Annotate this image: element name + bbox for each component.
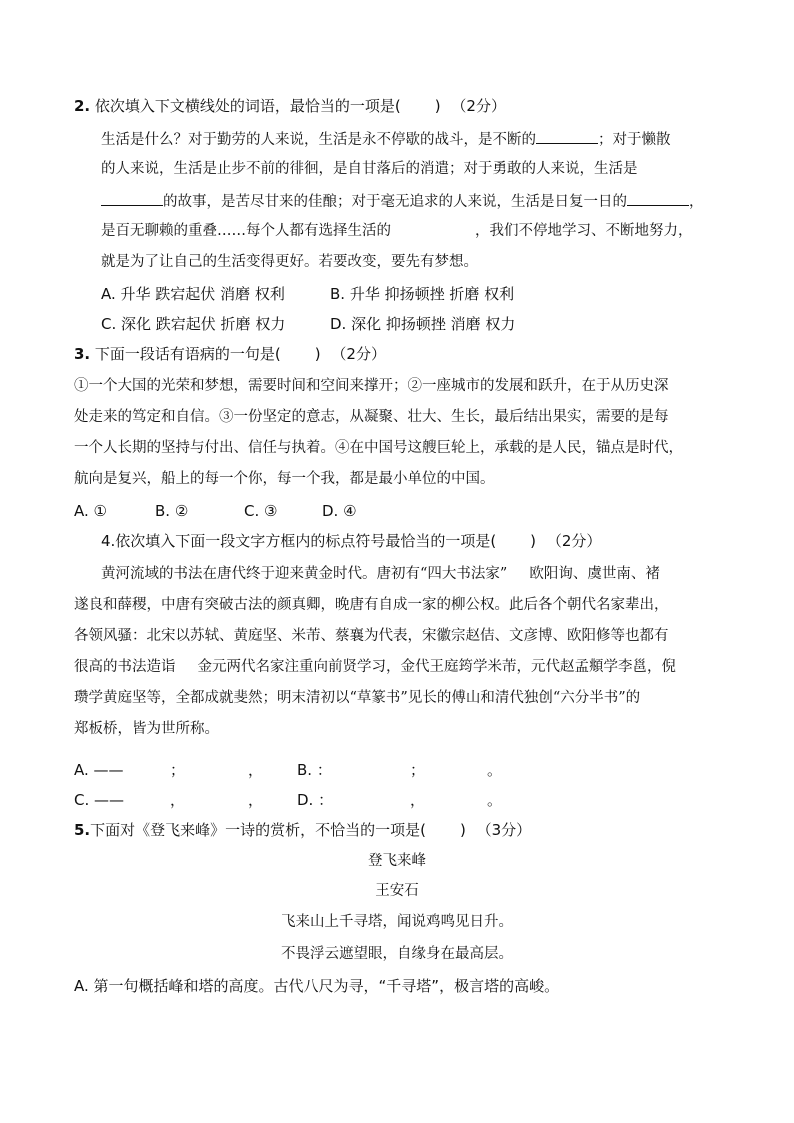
q2-blank-3 — [627, 190, 689, 206]
q4-score: （2分） — [546, 532, 602, 550]
q2-passage-text: ， — [689, 194, 704, 210]
q4-close: ) — [530, 532, 537, 550]
q4-passage-line-4 — [74, 657, 676, 677]
q2-option-b[interactable]: B. 升华 抑扬顿挫 折磨 权利 — [330, 285, 515, 303]
q3-option-d[interactable]: D. ④ — [322, 502, 357, 520]
q4-option-b-mark-1: ； — [410, 761, 426, 779]
q2-score: （2分） — [451, 97, 506, 115]
q3-option-b[interactable]: B. ② — [155, 502, 189, 520]
q2-option-d[interactable]: D. 深化 抑扬顿挫 消磨 权力 — [330, 315, 516, 333]
q2-passage-text: 就是为了让自己的生活变得更好。若要改变，要先有梦想。 — [101, 254, 478, 270]
q4-stem-line — [101, 531, 601, 551]
poem-title: 登飞来峰 — [368, 853, 426, 869]
q5-close: ) — [460, 821, 466, 839]
q5-number: 5. — [74, 821, 91, 839]
q2-stem-line — [74, 96, 506, 116]
q3-option-c[interactable]: C. ③ — [244, 502, 278, 520]
q5-option-a[interactable]: A. 第一句概括峰和塔的高度。古代八尺为寻，“千寻塔”，极言塔的高峻。 — [74, 977, 560, 995]
q4-option-b-mark-2: 。 — [487, 761, 503, 779]
q2-blank-1 — [536, 128, 598, 144]
q2-number: 2. — [74, 97, 91, 115]
q2-passage-text: 是百无聊赖的重叠……每个人都有选择生活的 — [101, 223, 391, 239]
q4-passage-line-6: 郑板桥，皆为世所称。 — [74, 721, 219, 737]
q4-option-d-mark-2: 。 — [487, 791, 503, 809]
q5-stem-line — [74, 820, 531, 840]
q3-close: ) — [314, 345, 321, 363]
q2-option-a[interactable]: A. 升华 跌宕起伏 消磨 权利 — [101, 285, 285, 303]
q2-passage-text: ，我们不停地学习、不断地努力， — [475, 223, 693, 239]
q3-stem-line — [74, 344, 386, 364]
q4-stem: 4.依次填入下面一段文字方框内的标点符号最恰当的一项是( — [101, 532, 497, 550]
poem-line-2: 不畏浮云遮望眼，自缘身在最高层。 — [281, 946, 513, 962]
q2-stem: 依次填入下文横线处的词语，最恰当的一项是( — [94, 97, 401, 115]
q4-option-a-label[interactable]: A. —— — [74, 761, 124, 779]
q2-passage-line-2 — [101, 159, 638, 179]
q4-option-d-mark-1: ， — [410, 791, 426, 809]
q4-option-d-label[interactable]: D. ： — [297, 791, 334, 809]
q4-passage-text: 金元两代名家注重向前贤学习，金代王庭筠学米芾，元代赵孟頫学李邕，倪 — [197, 659, 676, 675]
q4-passage-line-2: 遂良和薛稷，中唐有突破古法的颜真卿，晚唐有自成一家的柳公权。此后各个朝代名家辈出， — [74, 597, 669, 613]
q4-option-c-label[interactable]: C. —— — [74, 791, 125, 809]
q2-passage-text: ；对于懒散 — [598, 132, 671, 148]
q2-passage-line-5 — [101, 252, 478, 272]
q5-stem: 下面对《登飞来峰》一诗的赏析，不恰当的一项是( — [90, 821, 426, 839]
q3-score: （2分） — [331, 345, 386, 363]
q2-blank-2 — [101, 190, 163, 206]
q4-passage-text: 欧阳询、虞世南、褚 — [529, 566, 660, 582]
q2-close: ) — [434, 97, 441, 115]
q3-passage-line-1: ①一个大国的光荣和梦想，需要时间和空间来撑开；②一座城市的发展和跃升，在于从历史深 — [74, 378, 669, 394]
q4-option-a-mark-1: ； — [170, 761, 186, 779]
q3-passage-line-3: 一个人长期的坚持与付出、信任与执着。④在中国号这艘巨轮上，承载的是人民，锚点是时代， — [74, 440, 683, 456]
q4-option-a-mark-2: ， — [248, 761, 264, 779]
q3-option-a[interactable]: A. ① — [74, 502, 107, 520]
q2-passage-line-1 — [101, 128, 671, 150]
q4-passage-line-3: 各领风骚：北宋以苏轼、黄庭坚、米芾、蔡襄为代表，宋徽宗赵佶、文彦博、欧阳修等也都有 — [74, 628, 669, 644]
poem-line-1: 飞来山上千寻塔，闻说鸡鸣见日升。 — [281, 914, 513, 930]
q4-option-b-label[interactable]: B. ： — [297, 761, 332, 779]
q4-passage-text: 很高的书法造诣 — [74, 659, 176, 675]
q2-passage-line-3 — [101, 190, 704, 212]
q5-score: （3分） — [476, 821, 532, 839]
q2-option-c[interactable]: C. 深化 跌宕起伏 折磨 权力 — [101, 315, 286, 333]
q3-passage-line-4: 航向是复兴，船上的每一个你，每一个我，都是最小单位的中国。 — [74, 471, 495, 487]
q4-passage-line-5: 瓒学黄庭坚等，全都成就斐然；明末清初以“草篆书”见长的傅山和清代独创“六分半书”的 — [74, 690, 641, 706]
q2-passage-text: 的人来说，生活是止步不前的徘徊，是自甘落后的消遣；对于勇敢的人来说，生活是 — [101, 161, 638, 177]
q2-passage-text: 生活是什么？对于勤劳的人来说，生活是永不停歇的战斗，是不断的 — [101, 132, 536, 148]
q4-option-c-mark-2: ， — [248, 791, 264, 809]
q2-passage-line-4 — [101, 221, 693, 241]
q3-passage-line-2: 处走来的笃定和自信。③一份坚定的意志，从凝聚、壮大、生长，最后结出果实，需要的是每 — [74, 409, 669, 425]
q2-passage-text: 的故事，是苦尽甘来的佳酿；对于毫无追求的人来说，生活是日复一日的 — [163, 194, 627, 210]
poem-author: 王安石 — [375, 883, 419, 899]
q3-stem: 下面一段话有语病的一句是( — [94, 345, 281, 363]
q4-option-c-mark-1: ， — [170, 791, 186, 809]
q4-passage-line-1 — [101, 564, 660, 584]
q4-passage-text: 黄河流域的书法在唐代终于迎来黄金时代。唐初有“四大书法家” — [101, 566, 508, 582]
q3-number: 3. — [74, 345, 91, 363]
